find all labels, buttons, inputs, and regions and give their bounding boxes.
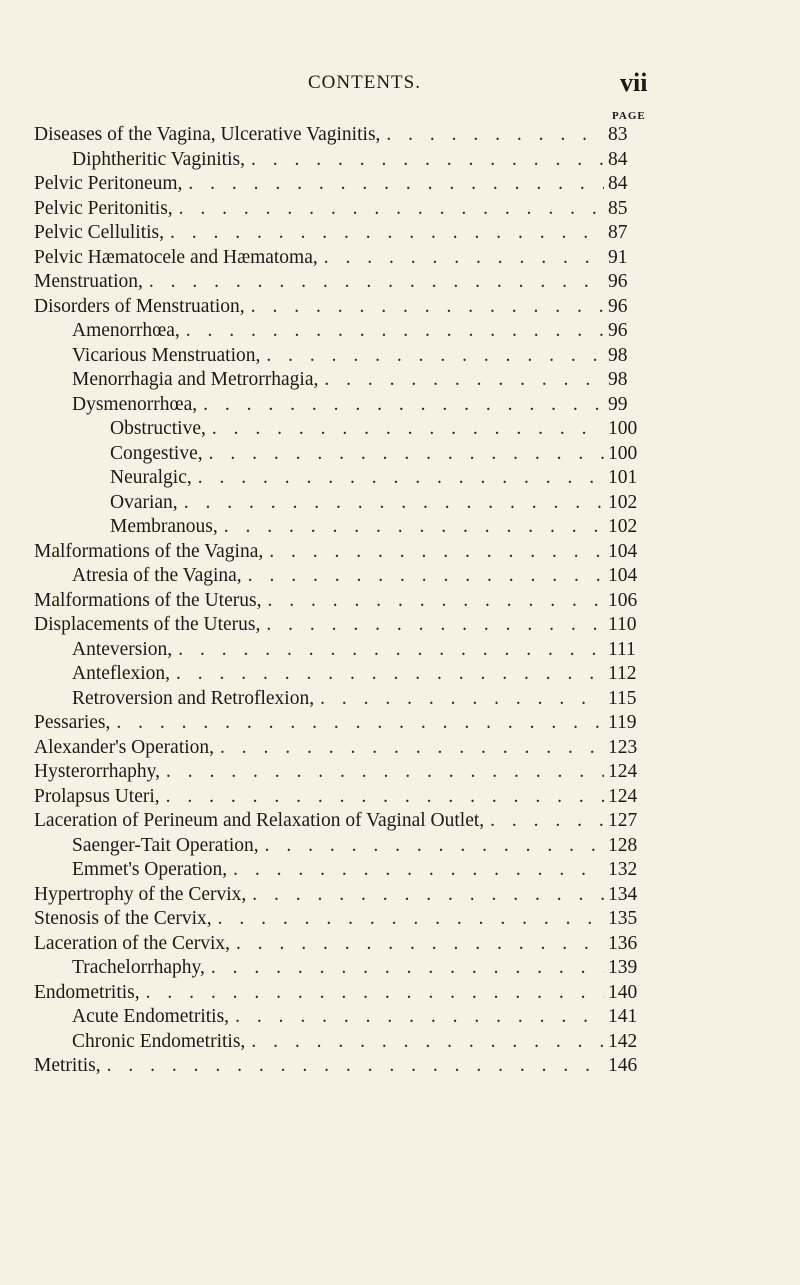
toc-entry — [34, 859, 646, 884]
dot-leader — [252, 884, 604, 906]
dot-leader — [224, 516, 604, 538]
toc-entry-title: Endometritis, — [34, 981, 140, 1003]
toc-entry-page: 142 — [608, 1030, 638, 1052]
page-header — [0, 68, 800, 102]
toc-entry-page: 124 — [608, 761, 638, 782]
dot-leader — [220, 737, 604, 759]
toc-entry-page: 128 — [608, 834, 638, 856]
dot-leader — [146, 982, 604, 1004]
toc-entry-page: 85 — [608, 197, 628, 219]
toc-entry — [34, 933, 646, 958]
dot-leader — [266, 614, 604, 636]
toc-entry — [34, 173, 646, 198]
dot-leader — [251, 296, 604, 318]
dot-leader — [198, 467, 604, 489]
toc-entry-page: 106 — [608, 589, 638, 611]
toc-entry — [34, 247, 646, 272]
toc-entry-title: Hysterorrhaphy, — [34, 761, 160, 782]
toc-entry-title: Anteversion, — [72, 638, 173, 660]
dot-leader — [490, 810, 604, 832]
dot-leader — [324, 247, 604, 269]
toc-entry — [34, 541, 646, 566]
dot-leader — [251, 149, 604, 171]
dot-leader — [233, 859, 604, 881]
toc-entry — [34, 1055, 646, 1080]
dot-leader — [107, 1055, 604, 1077]
toc-entry-page: 83 — [608, 124, 628, 145]
toc-entry-title: Malformations of the Vagina, — [34, 540, 264, 562]
toc-entry-page: 102 — [608, 491, 638, 513]
toc-entry-title: Atresia of the Vagina, — [72, 565, 242, 586]
toc-entry — [34, 590, 646, 615]
toc-entry-title: Dysmenorrhœa, — [72, 393, 198, 415]
toc-entry-page: 96 — [608, 271, 628, 292]
toc-entry-title: Pelvic Peritoneum, — [34, 173, 183, 194]
toc-entry-title: Laceration of Perineum and Relaxation of Vaginal Outlet, — [34, 810, 485, 831]
dot-leader — [211, 957, 604, 979]
toc-entry-title: Stenosis of the Cervix, — [34, 908, 212, 929]
dot-leader — [265, 835, 604, 857]
toc-entry-page: 98 — [608, 344, 628, 366]
toc-entry — [34, 1031, 646, 1056]
toc-entry-page: 96 — [608, 320, 628, 341]
toc-entry — [34, 271, 646, 296]
toc-entry-page: 91 — [608, 246, 628, 268]
toc-entry — [34, 957, 646, 982]
toc-entry-title: Pelvic Hæmatocele and Hæmatoma, — [34, 246, 318, 268]
toc-entry-title: Obstructive, — [110, 418, 206, 439]
toc-entry — [34, 149, 646, 174]
dot-leader — [179, 198, 604, 220]
toc-entry-page: 141 — [608, 1006, 638, 1027]
running-title: CONTENTS. — [308, 72, 421, 93]
toc-entry — [34, 124, 646, 149]
dot-leader — [236, 933, 604, 955]
dot-leader — [324, 369, 604, 391]
toc-entry — [34, 467, 646, 492]
dot-leader — [212, 418, 604, 440]
toc-entry — [34, 369, 646, 394]
toc-entry-title: Retroversion and Retroflexion, — [72, 687, 315, 709]
dot-leader — [386, 124, 604, 146]
toc-entry-title: Alexander's Operation, — [34, 736, 215, 758]
toc-entry — [34, 810, 646, 835]
toc-entry-title: Hypertrophy of the Cervix, — [34, 883, 247, 905]
dot-leader — [203, 394, 604, 416]
toc-entry — [34, 663, 646, 688]
dot-leader — [188, 173, 604, 195]
toc-entry-page: 135 — [608, 908, 638, 929]
toc-entry-page: 110 — [608, 614, 637, 635]
toc-entry-page: 119 — [608, 712, 637, 733]
toc-entry — [34, 908, 646, 933]
toc-entry-title: Membranous, — [110, 516, 218, 537]
toc-entry-title: Chronic Endometritis, — [72, 1030, 246, 1052]
toc-entry — [34, 320, 646, 345]
toc-entry-title: Malformations of the Uterus, — [34, 589, 262, 611]
toc-entry-title: Acute Endometritis, — [72, 1006, 230, 1027]
toc-entry-page: 115 — [608, 687, 637, 709]
toc-entry-title: Disorders of Menstruation, — [34, 295, 245, 317]
toc-entry-page: 124 — [608, 785, 638, 807]
toc-entry — [34, 418, 646, 443]
toc-entry-page: 104 — [608, 565, 638, 586]
toc-entry-page: 100 — [608, 442, 638, 464]
dot-leader — [209, 443, 604, 465]
toc-entry-page: 87 — [608, 222, 628, 243]
toc-entry — [34, 982, 646, 1007]
toc-entry-page: 101 — [608, 467, 638, 488]
toc-entry-page: 98 — [608, 369, 628, 390]
toc-entry — [34, 761, 646, 786]
dot-leader — [116, 712, 604, 734]
dot-leader — [266, 345, 604, 367]
toc-entry — [34, 443, 646, 468]
toc-entry-title: Pelvic Cellulitis, — [34, 222, 164, 243]
toc-entry-page: 134 — [608, 883, 638, 905]
toc-entry — [34, 835, 646, 860]
dot-leader — [320, 688, 604, 710]
toc-entry-title: Pelvic Peritonitis, — [34, 197, 173, 219]
dot-leader — [176, 663, 604, 685]
toc-entry-title: Saenger-Tait Operation, — [72, 834, 259, 856]
toc-entry — [34, 737, 646, 762]
toc-entry-page: 140 — [608, 981, 638, 1003]
toc-entry-page: 123 — [608, 736, 638, 758]
toc-entry-title: Pessaries, — [34, 712, 111, 733]
toc-entry-page: 104 — [608, 540, 638, 562]
toc-entry-title: Diseases of the Vagina, Ulcerative Vaginitis, — [34, 124, 381, 145]
toc-entry-title: Menorrhagia and Metrorrhagia, — [72, 369, 319, 390]
toc-entry-title: Diphtheritic Vaginitis, — [72, 148, 245, 170]
dot-leader — [178, 639, 604, 661]
toc-entry-title: Anteflexion, — [72, 663, 171, 684]
toc-entry — [34, 492, 646, 517]
dot-leader — [267, 590, 604, 612]
toc-entry-title: Ovarian, — [110, 491, 178, 513]
toc-entry — [34, 614, 646, 639]
dot-leader — [166, 761, 604, 783]
dot-leader — [170, 222, 604, 244]
toc-entry-page: 127 — [608, 810, 638, 831]
toc-entry-title: Laceration of the Cervix, — [34, 932, 230, 954]
toc-entry — [34, 884, 646, 909]
toc-entry — [34, 639, 646, 664]
page-column-label: PAGE — [612, 110, 646, 122]
toc-entry — [34, 712, 646, 737]
toc-entry — [34, 786, 646, 811]
dot-leader — [149, 271, 604, 293]
dot-leader — [166, 786, 604, 808]
toc-entry-title: Displacements of the Uterus, — [34, 614, 261, 635]
toc-entry-title: Neuralgic, — [110, 467, 192, 488]
toc-entry — [34, 198, 646, 223]
toc-entry-title: Trachelorrhaphy, — [72, 957, 205, 978]
toc-entry — [34, 565, 646, 590]
toc-entry-page: 146 — [608, 1055, 638, 1076]
dot-leader — [184, 492, 604, 514]
toc-entry-title: Vicarious Menstruation, — [72, 344, 261, 366]
dot-leader — [218, 908, 604, 930]
toc-entry-title: Prolapsus Uteri, — [34, 785, 160, 807]
dot-leader — [186, 320, 604, 342]
toc-entry-page: 136 — [608, 932, 638, 954]
toc-entry-title: Congestive, — [110, 442, 203, 464]
toc-entry-page: 84 — [608, 148, 628, 170]
toc-entry-page: 102 — [608, 516, 638, 537]
table-of-contents — [34, 124, 646, 1080]
page-number: vii — [620, 68, 648, 97]
toc-entry-page: 132 — [608, 859, 638, 880]
toc-entry-page: 99 — [608, 393, 628, 415]
toc-entry — [34, 688, 646, 713]
dot-leader — [248, 565, 604, 587]
toc-entry-page: 84 — [608, 173, 628, 194]
toc-entry-title: Menstruation, — [34, 271, 143, 292]
dot-leader — [269, 541, 604, 563]
toc-entry — [34, 296, 646, 321]
toc-entry — [34, 394, 646, 419]
toc-entry — [34, 516, 646, 541]
toc-entry — [34, 345, 646, 370]
toc-entry-title: Amenorrhœa, — [72, 320, 180, 341]
toc-entry-page: 111 — [608, 638, 636, 660]
toc-entry — [34, 1006, 646, 1031]
toc-entry-page: 139 — [608, 957, 638, 978]
toc-entry-page: 112 — [608, 663, 637, 684]
toc-entry-title: Metritis, — [34, 1055, 101, 1076]
dot-leader — [235, 1006, 604, 1028]
toc-entry-page: 96 — [608, 295, 628, 317]
toc-entry-title: Emmet's Operation, — [72, 859, 228, 880]
toc-entry — [34, 222, 646, 247]
dot-leader — [251, 1031, 604, 1053]
toc-entry-page: 100 — [608, 418, 638, 439]
